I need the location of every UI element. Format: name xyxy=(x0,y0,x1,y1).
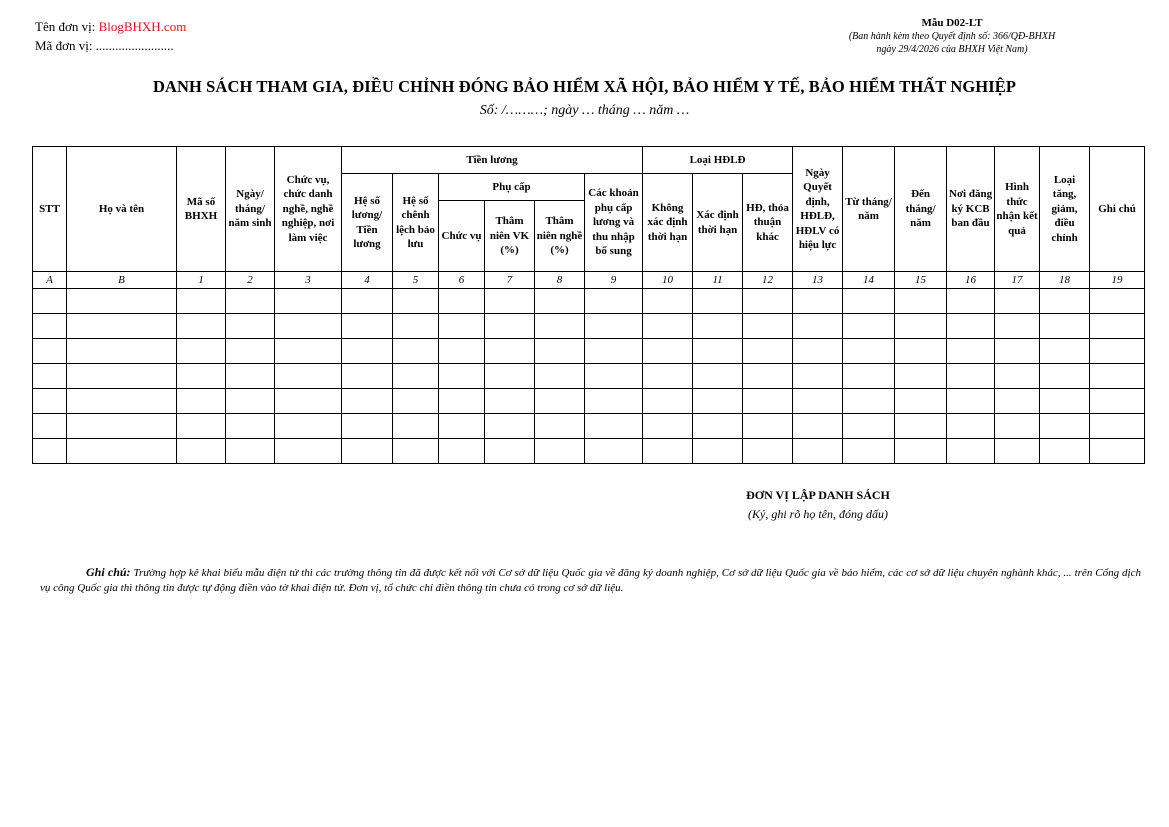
table-cell[interactable] xyxy=(843,339,895,364)
table-cell[interactable] xyxy=(67,289,177,314)
table-cell[interactable] xyxy=(793,339,843,364)
table-cell[interactable] xyxy=(67,414,177,439)
column-index-cell: 19 xyxy=(1090,272,1145,289)
table-cell[interactable] xyxy=(895,314,947,339)
table-cell[interactable] xyxy=(793,439,843,464)
table-cell[interactable] xyxy=(342,314,393,339)
table-row xyxy=(33,439,1145,464)
table-cell[interactable] xyxy=(1090,414,1145,439)
col-allow-seniority-vk: Thâm niên VK (%) xyxy=(485,201,535,272)
table-cell[interactable] xyxy=(1090,389,1145,414)
header-row-1 xyxy=(33,147,1145,174)
table-cell[interactable] xyxy=(895,439,947,464)
table-cell[interactable] xyxy=(226,389,275,414)
table-cell[interactable] xyxy=(843,364,895,389)
table-cell[interactable] xyxy=(843,289,895,314)
column-index-cell: 17 xyxy=(995,272,1040,289)
column-index-cell: 12 xyxy=(743,272,793,289)
table-cell[interactable] xyxy=(33,364,67,389)
table-cell[interactable] xyxy=(947,289,995,314)
table-cell[interactable] xyxy=(585,414,643,439)
table-cell[interactable] xyxy=(585,439,643,464)
table-cell[interactable] xyxy=(643,314,693,339)
table-cell[interactable] xyxy=(226,339,275,364)
table-cell[interactable] xyxy=(393,414,439,439)
group-allowance: Phụ cấp xyxy=(439,174,585,201)
table-cell[interactable] xyxy=(1090,364,1145,389)
table-cell[interactable] xyxy=(439,289,485,314)
table-cell[interactable] xyxy=(275,339,342,364)
table-cell[interactable] xyxy=(275,364,342,389)
table-cell[interactable] xyxy=(643,414,693,439)
table-cell[interactable] xyxy=(177,364,226,389)
form-info xyxy=(832,17,1072,56)
table-cell[interactable] xyxy=(793,289,843,314)
table-cell[interactable] xyxy=(485,364,535,389)
document-number-date: Số: /………; ngày … tháng … năm … xyxy=(479,103,690,118)
table-cell[interactable] xyxy=(895,364,947,389)
col-to: Đến tháng/ năm xyxy=(895,147,947,272)
column-index-cell: 4 xyxy=(342,272,393,289)
column-index-cell: 15 xyxy=(895,272,947,289)
table-cell[interactable] xyxy=(393,289,439,314)
col-contract-other: HĐ, thỏa thuận khác xyxy=(743,174,793,272)
group-contract: Loại HĐLĐ xyxy=(643,147,793,174)
table-cell[interactable] xyxy=(895,414,947,439)
table-cell[interactable] xyxy=(485,314,535,339)
col-kcb: Nơi đăng ký KCB ban đầu xyxy=(947,147,995,272)
col-contract-definite: Xác định thời hạn xyxy=(693,174,743,272)
table-cell[interactable] xyxy=(643,439,693,464)
table-cell[interactable] xyxy=(535,289,585,314)
table-cell[interactable] xyxy=(743,439,793,464)
column-index-cell: 3 xyxy=(275,272,342,289)
column-index-cell: 5 xyxy=(393,272,439,289)
table-cell[interactable] xyxy=(1090,339,1145,364)
table-cell[interactable] xyxy=(995,414,1040,439)
table-cell[interactable] xyxy=(1040,289,1090,314)
table-cell[interactable] xyxy=(585,314,643,339)
table-cell[interactable] xyxy=(67,314,177,339)
table-cell[interactable] xyxy=(793,414,843,439)
table-cell[interactable] xyxy=(693,314,743,339)
table-cell[interactable] xyxy=(693,389,743,414)
table-row xyxy=(33,314,1145,339)
table-cell[interactable] xyxy=(843,439,895,464)
table-cell[interactable] xyxy=(995,364,1040,389)
table-cell[interactable] xyxy=(439,439,485,464)
table-cell[interactable] xyxy=(947,314,995,339)
table-row xyxy=(33,389,1145,414)
column-index-cell: 18 xyxy=(1040,272,1090,289)
table-cell[interactable] xyxy=(585,364,643,389)
signer-block xyxy=(703,488,933,522)
table-cell[interactable] xyxy=(995,389,1040,414)
table-cell[interactable] xyxy=(226,314,275,339)
footnote-label: Ghi chú: xyxy=(86,565,131,579)
col-salary-coef: Hệ số lương/ Tiền lương xyxy=(342,174,393,272)
form-issued-line1: (Ban hành kèm theo Quyết định số: 366/QĐ-BHXH xyxy=(848,31,1056,42)
table-cell[interactable] xyxy=(226,364,275,389)
unit-info xyxy=(35,17,186,55)
table-cell[interactable] xyxy=(843,414,895,439)
form-code: Mẫu D02-LT xyxy=(921,17,983,29)
column-index-cell: B xyxy=(67,272,177,289)
table-cell[interactable] xyxy=(485,389,535,414)
group-salary: Tiền lương xyxy=(342,147,643,174)
col-name: Họ và tên xyxy=(67,147,177,272)
table-cell[interactable] xyxy=(843,389,895,414)
table-cell[interactable] xyxy=(947,364,995,389)
table-cell[interactable] xyxy=(585,289,643,314)
table-cell[interactable] xyxy=(33,339,67,364)
table-cell[interactable] xyxy=(793,314,843,339)
table-cell[interactable] xyxy=(693,439,743,464)
table-cell[interactable] xyxy=(177,339,226,364)
column-index-cell: 11 xyxy=(693,272,743,289)
data-rows xyxy=(33,289,1145,464)
document-title: DANH SÁCH THAM GIA, ĐIỀU CHỈNH ĐÓNG BẢO HIỂM XÃ HỘI, BẢO HIỂM Y TẾ, BẢO HIỂM THẤT NGHIỆP xyxy=(152,77,1017,96)
col-allow-seniority-job: Thâm niên nghề (%) xyxy=(535,201,585,272)
table-cell[interactable] xyxy=(947,439,995,464)
table-cell[interactable] xyxy=(1040,339,1090,364)
table-cell[interactable] xyxy=(535,339,585,364)
table-cell[interactable] xyxy=(393,314,439,339)
column-index-cell: A xyxy=(33,272,67,289)
table-cell[interactable] xyxy=(393,389,439,414)
signer-instruction: (Ký, ghi rõ họ tên, đóng dấu) xyxy=(748,507,888,521)
table-cell[interactable] xyxy=(33,314,67,339)
column-index-cell: 1 xyxy=(177,272,226,289)
table-row xyxy=(33,289,1145,314)
table-cell[interactable] xyxy=(643,389,693,414)
table-cell[interactable] xyxy=(535,439,585,464)
table-cell[interactable] xyxy=(693,414,743,439)
table-cell[interactable] xyxy=(439,339,485,364)
column-index-cell: 7 xyxy=(485,272,535,289)
table-cell[interactable] xyxy=(895,389,947,414)
table-cell[interactable] xyxy=(743,364,793,389)
table-cell[interactable] xyxy=(226,439,275,464)
table-cell[interactable] xyxy=(743,314,793,339)
table-cell[interactable] xyxy=(67,389,177,414)
col-receive: Hình thức nhận kết quả xyxy=(995,147,1040,272)
unit-name-value: BlogBHXH.com xyxy=(98,19,187,34)
participant-table xyxy=(32,146,1145,464)
table-cell[interactable] xyxy=(1040,314,1090,339)
table-cell[interactable] xyxy=(439,414,485,439)
table-cell[interactable] xyxy=(1040,364,1090,389)
table-cell[interactable] xyxy=(895,289,947,314)
column-index-cell: 8 xyxy=(535,272,585,289)
table-row xyxy=(33,414,1145,439)
col-other-allowances: Các khoản phụ cấp lương và thu nhập bổ sung xyxy=(585,174,643,272)
table-cell[interactable] xyxy=(585,389,643,414)
col-dob: Ngày/ tháng/ năm sinh xyxy=(226,147,275,272)
table-cell[interactable] xyxy=(693,339,743,364)
table-cell[interactable] xyxy=(33,439,67,464)
column-index-cell: 9 xyxy=(585,272,643,289)
table-cell[interactable] xyxy=(535,314,585,339)
col-note: Ghi chú xyxy=(1090,147,1145,272)
table-row xyxy=(33,364,1145,389)
column-index-cell: 13 xyxy=(793,272,843,289)
table-cell[interactable] xyxy=(947,389,995,414)
table-cell[interactable] xyxy=(1040,439,1090,464)
table-cell[interactable] xyxy=(226,414,275,439)
column-index-row xyxy=(33,272,1145,289)
table-cell[interactable] xyxy=(793,389,843,414)
table-cell[interactable] xyxy=(275,389,342,414)
col-diff-coef: Hệ số chênh lệch bảo lưu xyxy=(393,174,439,272)
column-index-cell: 10 xyxy=(643,272,693,289)
col-position: Chức vụ, chức danh nghề, nghề nghiệp, nơi làm việc xyxy=(275,147,342,272)
col-from: Từ tháng/ năm xyxy=(843,147,895,272)
table-cell[interactable] xyxy=(342,414,393,439)
table-cell[interactable] xyxy=(485,439,535,464)
col-stt: STT xyxy=(33,147,67,272)
table-cell[interactable] xyxy=(393,439,439,464)
table-cell[interactable] xyxy=(643,364,693,389)
table-cell[interactable] xyxy=(67,364,177,389)
col-allow-position: Chức vụ xyxy=(439,201,485,272)
table-cell[interactable] xyxy=(177,414,226,439)
table-cell[interactable] xyxy=(393,339,439,364)
form-issued-line2: ngày 29/4/2026 của BHXH Việt Nam) xyxy=(876,44,1028,55)
table-cell[interactable] xyxy=(1040,389,1090,414)
col-effective-date: Ngày Quyết định, HĐLĐ, HĐLV có hiệu lực xyxy=(793,147,843,272)
table-cell[interactable] xyxy=(693,364,743,389)
col-bhxh-code: Mã số BHXH xyxy=(177,147,226,272)
table-cell[interactable] xyxy=(485,414,535,439)
table-cell[interactable] xyxy=(177,439,226,464)
table-cell[interactable] xyxy=(1090,314,1145,339)
footnote-text: Trường hợp kê khai biểu mẫu điện tử thì các trường thông tin đã được kết nối với Cơ sở dữ liệu Quốc gia về đăng ký doanh nghiệp, Cơ sở dữ liệu Quốc gia về bảo hiểm, các cơ sở dữ liệu chuyên nghành khác, ... trên Cổng dịch vụ công Quốc gia thì thông tin được tự động điền vào tờ khai điện tử. Đơn vị, tổ chức chỉ điền thông tin chưa có trong cơ sở dữ liệu. xyxy=(40,567,1141,594)
table-cell[interactable] xyxy=(439,364,485,389)
table-cell[interactable] xyxy=(743,414,793,439)
table-cell[interactable] xyxy=(275,439,342,464)
table-cell[interactable] xyxy=(793,364,843,389)
table-cell[interactable] xyxy=(393,364,439,389)
table-cell[interactable] xyxy=(535,414,585,439)
table-row xyxy=(33,339,1145,364)
table-cell[interactable] xyxy=(1040,414,1090,439)
signer-label: ĐƠN VỊ LẬP DANH SÁCH xyxy=(746,488,890,502)
unit-name-line xyxy=(35,17,186,36)
table-cell[interactable] xyxy=(342,389,393,414)
table-cell[interactable] xyxy=(485,289,535,314)
table-cell[interactable] xyxy=(275,314,342,339)
table-cell[interactable] xyxy=(342,364,393,389)
unit-code-line: Mã đơn vị: ........................ xyxy=(35,38,174,53)
table-cell[interactable] xyxy=(843,314,895,339)
footnote xyxy=(40,565,1141,596)
table-cell[interactable] xyxy=(275,414,342,439)
table-cell[interactable] xyxy=(643,339,693,364)
table-cell[interactable] xyxy=(342,339,393,364)
table-cell[interactable] xyxy=(743,339,793,364)
table-cell[interactable] xyxy=(177,314,226,339)
table-cell[interactable] xyxy=(895,339,947,364)
table-cell[interactable] xyxy=(342,439,393,464)
col-change-type: Loại tăng, giảm, điều chỉnh xyxy=(1040,147,1090,272)
table-cell[interactable] xyxy=(585,339,643,364)
col-contract-indefinite: Không xác định thời hạn xyxy=(643,174,693,272)
table-cell[interactable] xyxy=(485,339,535,364)
table-cell[interactable] xyxy=(33,289,67,314)
table-cell[interactable] xyxy=(342,289,393,314)
table-cell[interactable] xyxy=(743,389,793,414)
table-cell[interactable] xyxy=(439,389,485,414)
table-cell[interactable] xyxy=(995,289,1040,314)
table-cell[interactable] xyxy=(1090,439,1145,464)
table-cell[interactable] xyxy=(995,439,1040,464)
table-cell[interactable] xyxy=(1090,289,1145,314)
table-cell[interactable] xyxy=(177,289,226,314)
table-cell[interactable] xyxy=(33,414,67,439)
table-cell[interactable] xyxy=(275,289,342,314)
table-cell[interactable] xyxy=(693,289,743,314)
column-index-cell: 14 xyxy=(843,272,895,289)
table-cell[interactable] xyxy=(535,389,585,414)
table-cell[interactable] xyxy=(535,364,585,389)
table-cell[interactable] xyxy=(67,339,177,364)
table-cell[interactable] xyxy=(177,389,226,414)
table-cell[interactable] xyxy=(643,289,693,314)
column-index-cell: 6 xyxy=(439,272,485,289)
table-cell[interactable] xyxy=(67,439,177,464)
column-index-cell: 16 xyxy=(947,272,995,289)
table-cell[interactable] xyxy=(947,339,995,364)
table-cell[interactable] xyxy=(33,389,67,414)
column-index-cell: 2 xyxy=(226,272,275,289)
table-cell[interactable] xyxy=(743,289,793,314)
table-cell[interactable] xyxy=(995,314,1040,339)
table-cell[interactable] xyxy=(226,289,275,314)
table-cell[interactable] xyxy=(995,339,1040,364)
table-cell[interactable] xyxy=(439,314,485,339)
unit-name-label: Tên đơn vị: xyxy=(35,19,99,34)
table-cell[interactable] xyxy=(947,414,995,439)
